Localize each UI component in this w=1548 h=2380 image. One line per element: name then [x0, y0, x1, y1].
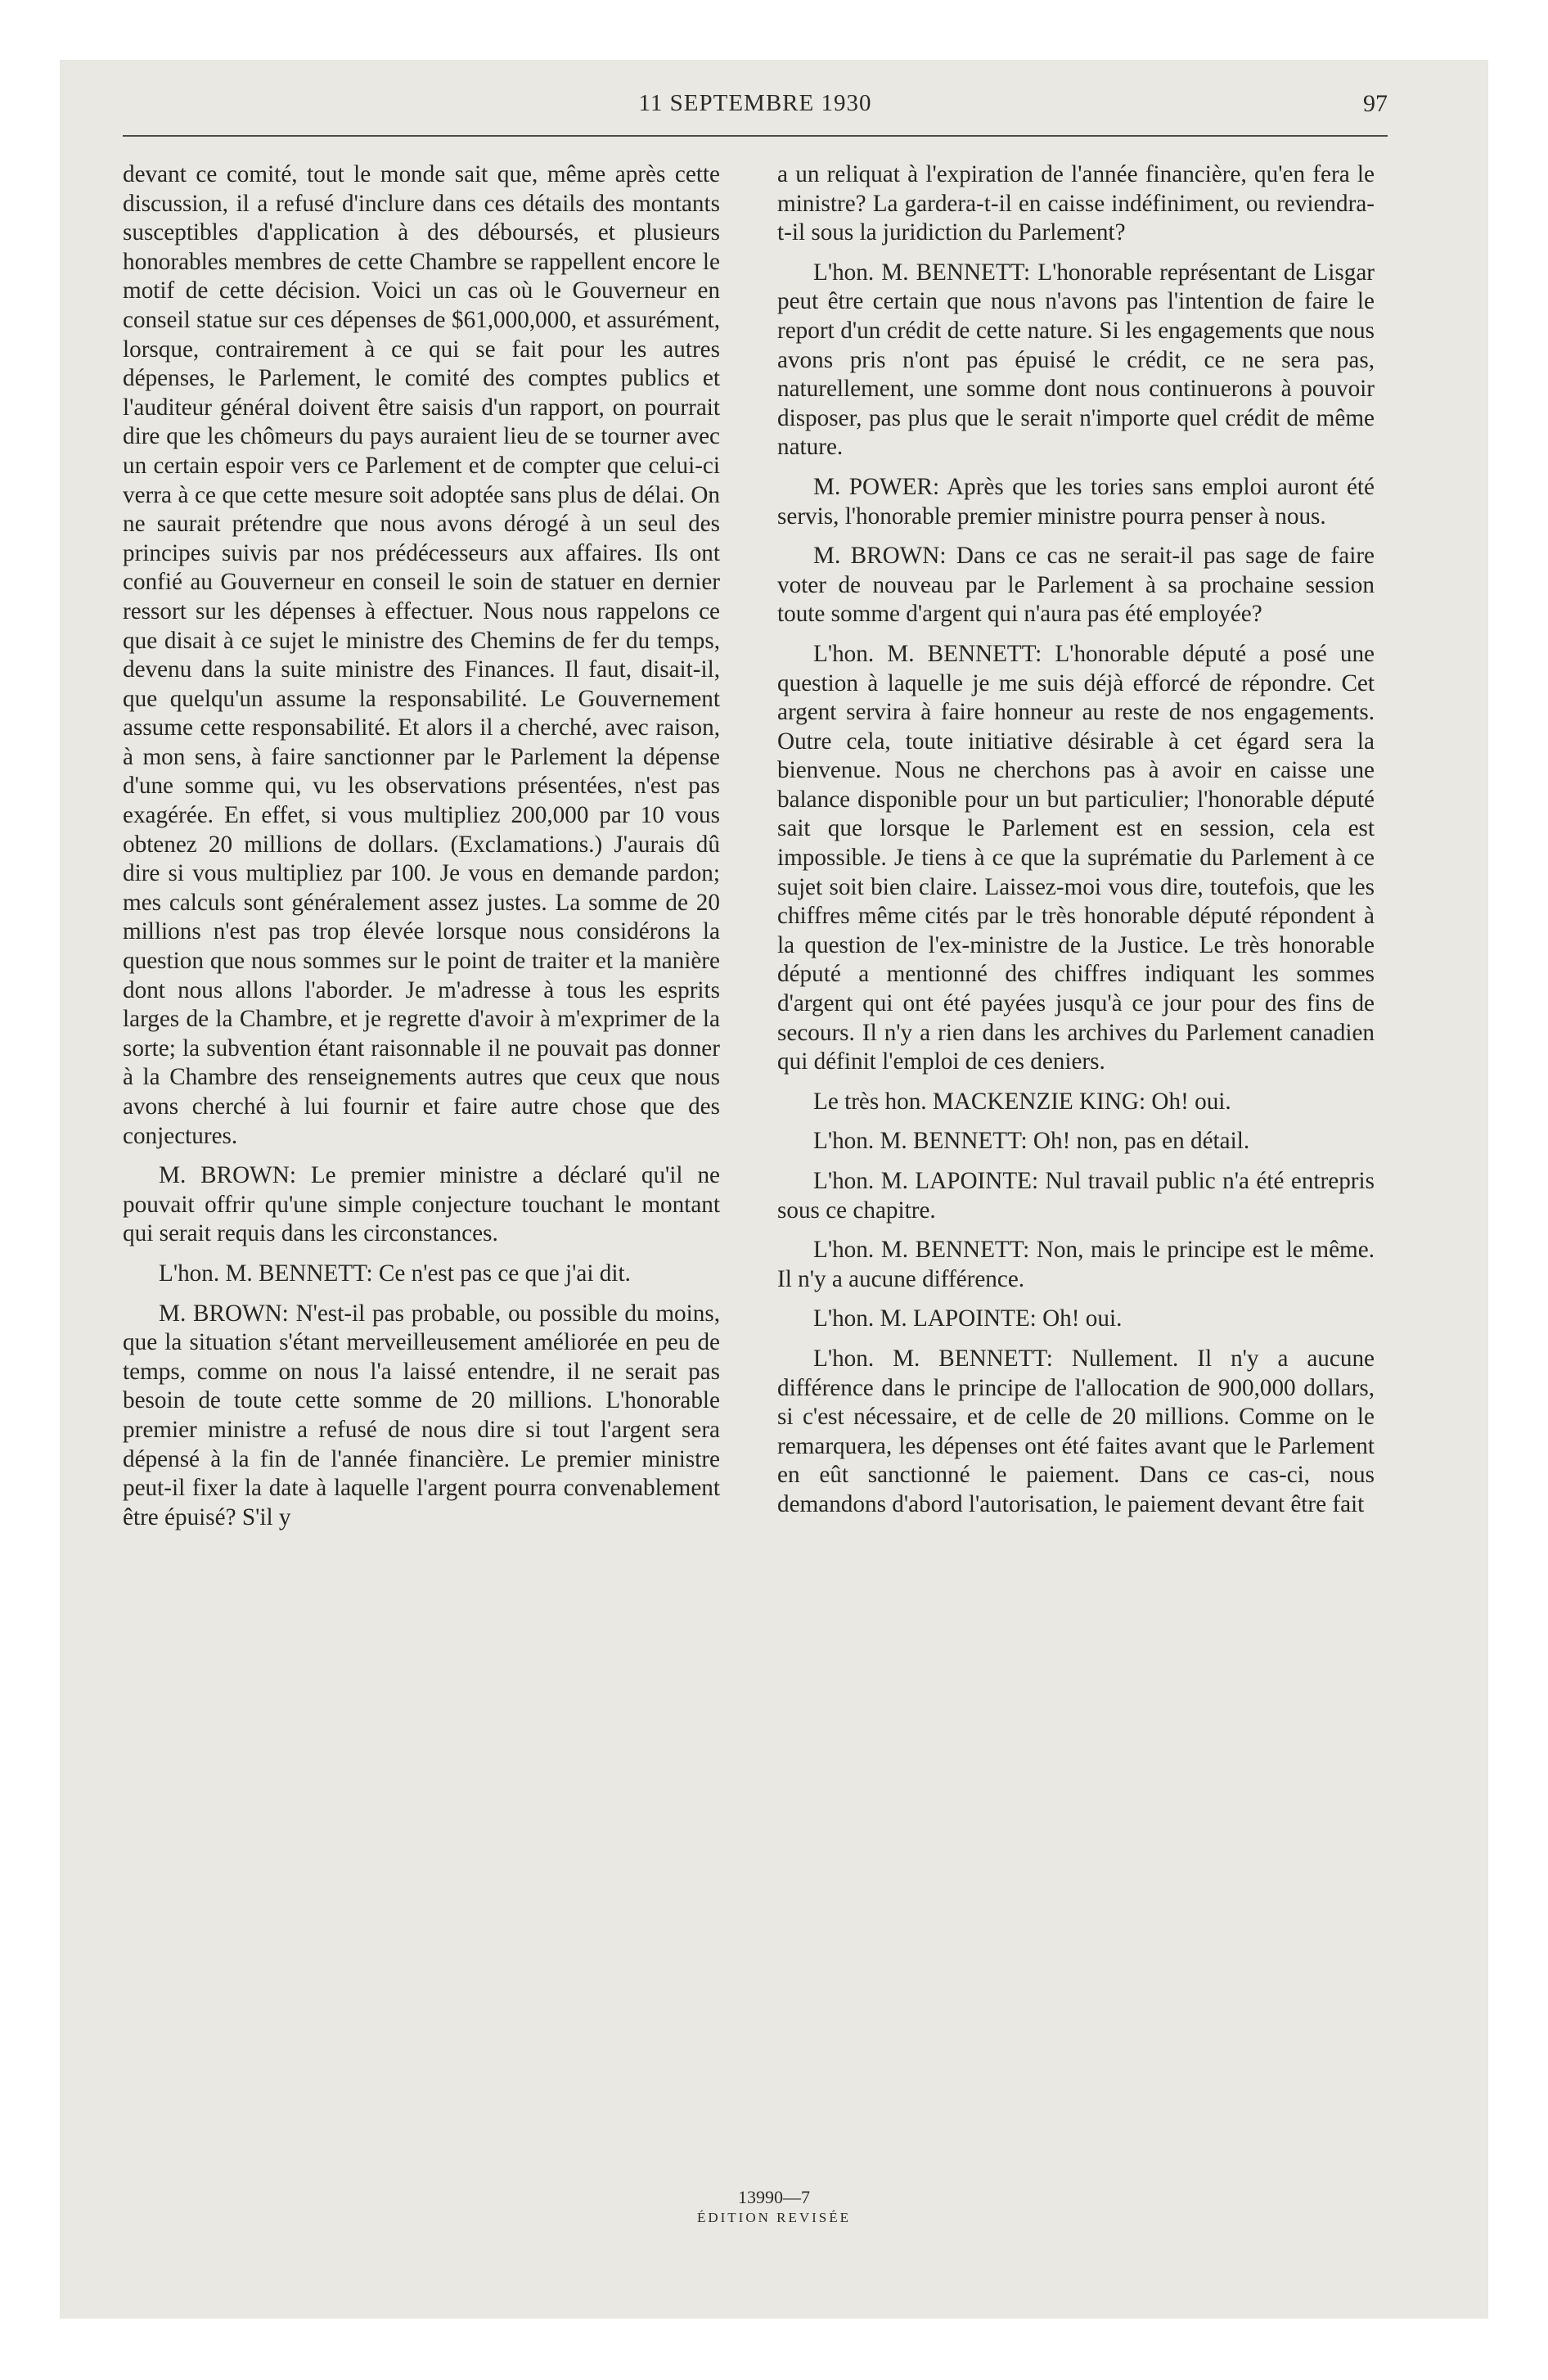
paragraph: M. BROWN: N'est-il pas probable, ou possible du moins, que la situation s'étant merveilleusement améliorée en peu de temps, comme on nous l'a laissé entendre, il ne serait pas besoin de toute cette somme de 20 millions. L'honorable premier ministre a refusé de nous dire si tout l'argent sera dépensé à la fin de l'année financière. Le premier ministre peut-il fixer la date à laquelle l'argent pourra convenablement être épuisé? S'il y: [123, 1300, 720, 1530]
paragraph: a un reliquat à l'expiration de l'année financière, qu'en fera le ministre? La gardera-t-il en caisse indéfiniment, ou reviendra-t-il sous la juridiction du Parlement?: [777, 161, 1375, 246]
page-header: [123, 90, 1388, 133]
paragraph: M. BROWN: Le premier ministre a déclaré qu'il ne pouvait offrir qu'une simple conjecture touchant le montant qui serait requis dans les circonstances.: [123, 1162, 720, 1247]
header-date: 11 SEPTEMBRE 1930: [638, 90, 872, 116]
paragraph: L'hon. M. BENNETT: Nullement. Il n'y a aucune différence dans le principe de l'allocation de 900,000 dollars, si c'est nécessaire, et de celle de 20 millions. Comme on le remarquera, les dépenses ont été faites avant que le Parlement en eût sanctionné le paiement. Dans ce cas-ci, nous demandons d'abord l'autorisation, le paiement devant être fait: [777, 1345, 1375, 1517]
paragraph: M. POWER: Après que les tories sans emploi auront été servis, l'honorable premier ministre pourra penser à nous.: [777, 473, 1375, 530]
left-column: [123, 160, 720, 1543]
paragraph: devant ce comité, tout le monde sait que, même après cette discussion, il a refusé d'inclure dans ces détails des montants susceptibles d'application à des déboursés, et plusieurs honorables membres de cette Chambre se rappellent encore le motif de cette décision. Voici un cas où le Gouverneur en conseil statue sur ces dépenses de $61,000,000, et assurément, lorsque, contrairement à ce qui se fait pour les autres dépenses, le Parlement, le comité des comptes publics et l'auditeur général doivent être saisis d'un rapport, on pourrait dire que les chômeurs du pays auraient lieu de se tourner avec un certain espoir vers ce Parlement et de compter que celui-ci verra à ce que cette mesure soit adoptée sans plus de délai. On ne saurait prétendre que nous avons dérogé à un seul des principes suivis par nos prédécesseurs aux affaires. Ils ont confié au Gouverneur en conseil le soin de statuer en dernier ressort sur les dépenses à effectuer. Nous nous rappelons ce que disait à ce sujet le ministre des Chemins de fer du temps, devenu dans la suite ministre des Finances. Il faut, disait-il, que quelqu'un assume la responsabilité. Le Gouvernement assume cette responsabilité. Et alors il a cherché, avec raison, à mon sens, à faire sanctionner par le Parlement la dépense d'une somme qui, vu les observations présentées, n'est pas exagérée. En effet, si vous multipliez 200,000 par 10 vous obtenez 20 millions de dollars. (Exclamations.) J'aurais dû dire si vous multipliez par 100. Je vous en demande pardon; mes calculs sont généralement assez justes. La somme de 20 millions n'est pas trop élevée lorsque nous considérons la question que nous sommes sur le point de traiter et la manière dont nous allons l'aborder. Je m'adresse à tous les esprits larges de la Chambre, et je regrette d'avoir à m'exprimer de la sorte; la subvention étant raisonnable il ne pouvait pas donner à la Chambre des renseignements autres que ceux que nous avons cherché à lui fournir et faire autre chose que des conjectures.: [123, 161, 720, 1149]
paragraph: L'hon. M. BENNETT: L'honorable député a posé une question à laquelle je me suis déjà efforcé de répondre. Cet argent servira à faire honneur au reste de nos engagements. Outre cela, toute initiative désirable à cet égard sera la bienvenue. Nous ne cherchons pas à avoir en caisse une balance disponible pour un but particulier; l'honorable député sait que lorsque le Parlement est en session, cela est impossible. Je tiens à ce que la suprématie du Parlement à ce sujet soit bien claire. Laissez-moi vous dire, toutefois, que les chiffres même cités par le très honorable député répondent à la question de l'ex-ministre de la Justice. Le très honorable député a mentionné des chiffres indiquant les sommes d'argent qui ont été payées jusqu'à ce jour pour des fins de secours. Il n'y a rien dans les archives du Parlement canadien qui définit l'emploi de ces deniers.: [777, 640, 1375, 1075]
header-rule: [123, 135, 1388, 137]
paragraph: L'hon. M. BENNETT: Oh! non, pas en détail.: [813, 1128, 1250, 1155]
paragraph: L'hon. M. LAPOINTE: Oh! oui.: [813, 1305, 1123, 1332]
right-column: [777, 160, 1375, 1530]
page-number: 97: [1363, 90, 1388, 117]
paragraph: Le très hon. MACKENZIE KING: Oh! oui.: [813, 1088, 1231, 1115]
paragraph: L'hon. M. BENNETT: Non, mais le principe est le même. Il n'y a aucune différence.: [777, 1237, 1375, 1292]
footer-edition: ÉDITION REVISÉE: [696, 2210, 852, 2225]
footer-code: 13990—7: [738, 2187, 810, 2207]
paragraph: L'hon. M. BENNETT: L'honorable représentant de Lisgar peut être certain que nous n'avons pas l'intention de faire le report d'un crédit de cette nature. Si les engagements que nous avons pris n'ont pas épuisé le crédit, ce ne sera pas, naturellement, une somme dont nous continuerons à pouvoir disposer, pas plus que le serait n'importe quel crédit de même nature.: [777, 259, 1375, 461]
paragraph: L'hon. M. LAPOINTE: Nul travail public n'a été entrepris sous ce chapitre.: [777, 1168, 1375, 1224]
paragraph: L'hon. M. BENNETT: Ce n'est pas ce que j'ai dit.: [159, 1260, 631, 1287]
paragraph: M. BROWN: Dans ce cas ne serait-il pas sage de faire voter de nouveau par le Parlement à sa prochaine session toute somme d'argent qui n'aura pas été employée?: [777, 543, 1375, 628]
